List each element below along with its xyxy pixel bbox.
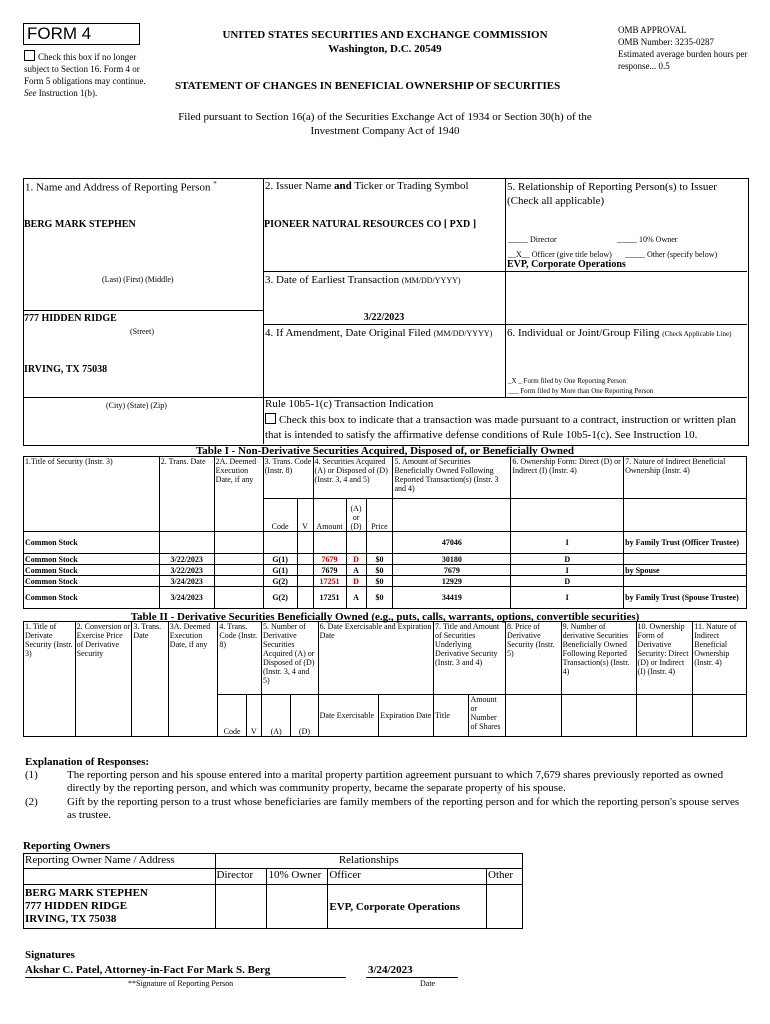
t1-h1: 1.Title of Security (Instr. 3) bbox=[24, 457, 160, 499]
rule-10b5-checkbox[interactable] bbox=[265, 413, 276, 424]
t1-cell-date: 3/24/2023 bbox=[159, 576, 214, 587]
t1-cell-aord: D bbox=[346, 554, 366, 565]
t1-cell-code bbox=[263, 532, 297, 554]
signatures-heading: Signatures bbox=[25, 949, 75, 961]
owners-col-ten: 10% Owner bbox=[267, 869, 328, 885]
t1-cell-date: 3/24/2023 bbox=[159, 587, 214, 609]
t1-h-aord: (A) or (D) bbox=[346, 499, 366, 532]
t1-cell-amount: 7679 bbox=[313, 554, 346, 565]
section6-label: 6. Individual or Joint/Group Filing (Check Applicable Line) bbox=[507, 327, 732, 339]
t2-h4: 4. Trans. Code (Instr. 8) bbox=[218, 622, 262, 695]
relationship-officer: __X__ Officer (give title below) bbox=[508, 250, 612, 259]
t1-cell-title: Common Stock bbox=[24, 587, 160, 609]
city-label: (City) (State) (Zip) bbox=[106, 401, 167, 410]
t1-cell-title: Common Stock bbox=[24, 576, 160, 587]
t1-cell-price bbox=[366, 532, 393, 554]
omb-box bbox=[618, 24, 758, 72]
owners-table bbox=[23, 853, 523, 929]
t1-cell-code: G(1) bbox=[263, 565, 297, 576]
t1-h6: 6. Ownership Form: Direct (D) or Indirect (I) (Instr. 4) bbox=[511, 457, 624, 499]
filing-option-one: _X _ Form filed by One Reporting Person bbox=[508, 377, 627, 385]
t1-cell-amount: 17251 bbox=[313, 587, 346, 609]
t1-cell-nature: by Spouse bbox=[624, 565, 747, 576]
t1-h4: 4. Securities Acquired (A) or Disposed of (D) (Instr. 3, 4 and 5) bbox=[313, 457, 393, 499]
t2-h5: 5. Number of Derivative Securities Acquired (A) or Disposed of (D) (Instr. 3, 4 and 5) bbox=[261, 622, 318, 695]
rule-10b5-title: Rule 10b5-1(c) Transaction Indication bbox=[265, 398, 434, 410]
t1-h-price: Price bbox=[366, 499, 393, 532]
t1-cell-owned: 47046 bbox=[393, 532, 511, 554]
section1-label: 1. Name and Address of Reporting Person * bbox=[25, 180, 217, 194]
t1-cell-code: G(1) bbox=[263, 554, 297, 565]
officer-title: EVP, Corporate Operations bbox=[507, 259, 626, 270]
t1-cell-price: $0 bbox=[366, 576, 393, 587]
t1-cell-title: Common Stock bbox=[24, 532, 160, 554]
t1-h3: 3. Trans. Code (Instr. 8) bbox=[263, 457, 313, 499]
street-label: (Street) bbox=[130, 327, 154, 336]
t1-cell-amount bbox=[313, 532, 346, 554]
signature-date: 3/24/2023 bbox=[368, 964, 413, 976]
t2-h1: 1. Title of Derivate Security (Instr. 3) bbox=[24, 622, 76, 695]
t2-h-a: (A) bbox=[261, 695, 290, 737]
table-row bbox=[24, 576, 747, 587]
t1-h7: 7. Nature of Indirect Beneficial Ownership (Instr. 4) bbox=[625, 457, 726, 475]
t1-cell-nature: by Family Trust (Spouse Trustee) bbox=[624, 587, 747, 609]
t2-h-title: Title bbox=[434, 695, 469, 737]
t1-cell-v bbox=[297, 587, 313, 609]
t2-h2: 2. Conversion or Exercise Price of Derivative Security bbox=[75, 622, 132, 695]
issuer-name: PIONEER NATURAL RESOURCES CO [ PXD ] bbox=[264, 219, 477, 230]
t2-h-d: (D) bbox=[291, 695, 318, 737]
reporting-person-city: IRVING, TX 75038 bbox=[24, 364, 108, 375]
t2-h7: 7. Title and Amount of Securities Underlying Derivative Security (Instr. 3 and 4) bbox=[434, 622, 506, 695]
t1-cell-form: D bbox=[511, 576, 624, 587]
table1-title: Table I - Non-Derivative Securities Acquired, Disposed of, or Beneficially Owned bbox=[195, 445, 575, 457]
t1-cell-form: D bbox=[511, 554, 624, 565]
table1 bbox=[23, 456, 747, 609]
t1-h-code: Code bbox=[263, 499, 297, 532]
t1-cell-aord bbox=[346, 532, 366, 554]
t1-cell-aord: D bbox=[346, 576, 366, 587]
omb-number: OMB Number: 3235-0287 bbox=[618, 37, 714, 47]
reporting-person-street: 777 HIDDEN RIDGE bbox=[24, 313, 117, 324]
t1-cell-date bbox=[159, 532, 214, 554]
t2-h11: 11. Nature of Indirect Beneficial Ownership (Instr. 4) bbox=[694, 622, 737, 667]
table-row bbox=[24, 532, 747, 554]
name-parts-label: (Last) (First) (Middle) bbox=[102, 275, 174, 284]
t1-cell-date: 3/22/2023 bbox=[159, 554, 214, 565]
explanation-heading: Explanation of Responses: bbox=[25, 756, 150, 768]
no-longer-subject-checkbox[interactable] bbox=[24, 50, 35, 61]
t1-h2: 2. Trans. Date bbox=[159, 457, 214, 499]
t2-h-date-ex: Date Exercisable bbox=[318, 695, 379, 737]
t1-cell-owned: 12929 bbox=[393, 576, 511, 587]
t1-cell-owned: 30180 bbox=[393, 554, 511, 565]
no-longer-subject-check: Check this box if no longer subject to Section 16. Form 4 or Form 5 obligations may continue. See Instruction 1(b). bbox=[24, 52, 146, 98]
t1-h-v: V bbox=[297, 499, 313, 532]
t2-h-exp: Expiration Date bbox=[379, 695, 434, 737]
t1-cell-aord: A bbox=[346, 565, 366, 576]
t2-h-code: Code bbox=[218, 695, 246, 737]
t2-h-amount: Amount or Number of Shares bbox=[469, 695, 505, 737]
explanation-item-2: (2) Gift by the reporting person to a trust whose beneficiaries are family members of the reporting person and for which the reporting person's spouse serves as trustee. bbox=[25, 796, 740, 821]
t1-cell-nature: by Family Trust (Officer Trustee) bbox=[624, 532, 747, 554]
filing-option-group: ___ Form filed by More than One Reporting Person bbox=[508, 387, 654, 395]
t1-cell-deemed bbox=[214, 565, 263, 576]
owners-col-name: Reporting Owner Name / Address bbox=[24, 854, 216, 869]
section2-label: 2. Issuer Name and Ticker or Trading Symbol bbox=[265, 180, 469, 192]
owner-address: BERG MARK STEPHEN 777 HIDDEN RIDGE IRVING, TX 75038 bbox=[24, 885, 216, 929]
t1-h-amount: Amount bbox=[313, 499, 346, 532]
relationship-director: _____ Director bbox=[508, 235, 557, 244]
signer-name: Akshar C. Patel, Attorney-in-Fact For Mark S. Berg bbox=[25, 964, 271, 976]
t1-cell-owned: 34419 bbox=[393, 587, 511, 609]
table-row bbox=[24, 554, 747, 565]
t1-cell-price: $0 bbox=[366, 554, 393, 565]
t1-cell-title: Common Stock bbox=[24, 554, 160, 565]
t1-cell-v bbox=[297, 532, 313, 554]
t1-cell-deemed bbox=[214, 554, 263, 565]
t1-cell-aord: A bbox=[346, 587, 366, 609]
form-title-box bbox=[23, 23, 140, 45]
filed-pursuant: Filed pursuant to Section 16(a) of the Securities Exchange Act of 1934 or Section 30(h) of the Investment Company Act of 1940 bbox=[178, 111, 592, 137]
agency-name: UNITED STATES SECURITIES AND EXCHANGE COMMISSION bbox=[222, 29, 548, 41]
t2-h3a: 3A. Deemed Execution Date, if any bbox=[168, 622, 218, 695]
t2-h10: 10. Ownership Form of Derivative Security: Direct (D) or Indirect (I) (Instr. 4) bbox=[636, 622, 693, 695]
relationship-other: _____ Other (specify below) bbox=[625, 250, 718, 259]
statement-title: STATEMENT OF CHANGES IN BENEFICIAL OWNERSHIP OF SECURITIES bbox=[175, 80, 561, 92]
omb-approval: OMB APPROVAL bbox=[618, 25, 687, 35]
t1-cell-nature bbox=[624, 576, 747, 587]
owners-col-other: Other bbox=[487, 869, 523, 885]
t1-h2a: 2A. Deemed Execution Date, if any bbox=[214, 457, 263, 499]
earliest-transaction-date: 3/22/2023 bbox=[363, 312, 405, 323]
t1-cell-code: G(2) bbox=[263, 576, 297, 587]
t2-h6: 6. Date Exercisable and Expiration Date bbox=[318, 622, 433, 695]
t1-cell-v bbox=[297, 554, 313, 565]
signature-label: **Signature of Reporting Person bbox=[128, 979, 234, 988]
owners-col-director: Director bbox=[215, 869, 267, 885]
t1-cell-form: I bbox=[511, 532, 624, 554]
relationship-ten-pct: _____ 10% Owner bbox=[617, 235, 678, 244]
explanation-item-1: (1) The reporting person and his spouse entered into a marital property partition agreement pursuant to which 7,679 shares previously reported as owned directly by the reporting person, and which was community property, became the separate property of his spouse. bbox=[25, 769, 724, 794]
reporting-person-name: BERG MARK STEPHEN bbox=[24, 219, 136, 230]
section5-label: 5. Relationship of Reporting Person(s) to Issuer (Check all applicable) bbox=[507, 181, 717, 207]
section4-label: 4. If Amendment, Date Original Filed (MM/DD/YYYY) bbox=[265, 327, 493, 339]
form-title: FORM 4 bbox=[27, 24, 92, 43]
t1-cell-form: I bbox=[511, 565, 624, 576]
t1-cell-title: Common Stock bbox=[24, 565, 160, 576]
t1-cell-deemed bbox=[214, 587, 263, 609]
t1-cell-amount: 17251 bbox=[313, 576, 346, 587]
table-row bbox=[24, 565, 747, 576]
t1-cell-form: I bbox=[511, 587, 624, 609]
owners-heading: Reporting Owners bbox=[23, 840, 111, 852]
table2 bbox=[23, 621, 747, 737]
t1-cell-amount: 7679 bbox=[313, 565, 346, 576]
table-row bbox=[24, 587, 747, 609]
owner-officer-title: EVP, Corporate Operations bbox=[328, 885, 487, 929]
t2-h-v: V bbox=[246, 695, 261, 737]
section3-label: 3. Date of Earliest Transaction (MM/DD/YYYY) bbox=[265, 274, 461, 286]
t2-h3: 3. Trans. Date bbox=[132, 622, 168, 695]
owners-col-officer: Officer bbox=[328, 869, 487, 885]
t1-cell-owned: 7679 bbox=[393, 565, 511, 576]
t1-cell-v bbox=[297, 576, 313, 587]
t1-cell-code: G(2) bbox=[263, 587, 297, 609]
table2-title: Table II - Derivative Securities Beneficially Owned (e.g., puts, calls, warrants, options, convertible securities) bbox=[130, 611, 640, 623]
t1-h5: 5. Amount of Securities Beneficially Owned Following Reported Transaction(s) (Instr. 3 and 4) bbox=[393, 457, 511, 499]
t1-cell-deemed bbox=[214, 576, 263, 587]
t1-cell-date: 3/22/2023 bbox=[159, 565, 214, 576]
t2-h8: 8. Price of Derivative Security (Instr. 5) bbox=[505, 622, 561, 695]
t1-cell-nature bbox=[624, 554, 747, 565]
t1-cell-price: $0 bbox=[366, 587, 393, 609]
t1-cell-v bbox=[297, 565, 313, 576]
t1-cell-deemed bbox=[214, 532, 263, 554]
t2-h9: 9. Number of derivative Securities Beneficially Owned Following Reported Transaction(s) (Instr. 4) bbox=[561, 622, 636, 695]
date-label: Date bbox=[420, 979, 436, 988]
agency-location: Washington, D.C. 20549 bbox=[328, 43, 442, 55]
omb-burden: Estimated average burden hours per response... 0.5 bbox=[618, 49, 748, 71]
rule-10b5-text: Check this box to indicate that a transaction was made pursuant to a contract, instruction or written plan that is intended to satisfy the affirmative defense conditions of Rule 10b5-1(c). See Instruction 10. bbox=[265, 414, 736, 441]
t1-cell-price: $0 bbox=[366, 565, 393, 576]
owners-col-relationships: Relationships bbox=[215, 854, 522, 869]
